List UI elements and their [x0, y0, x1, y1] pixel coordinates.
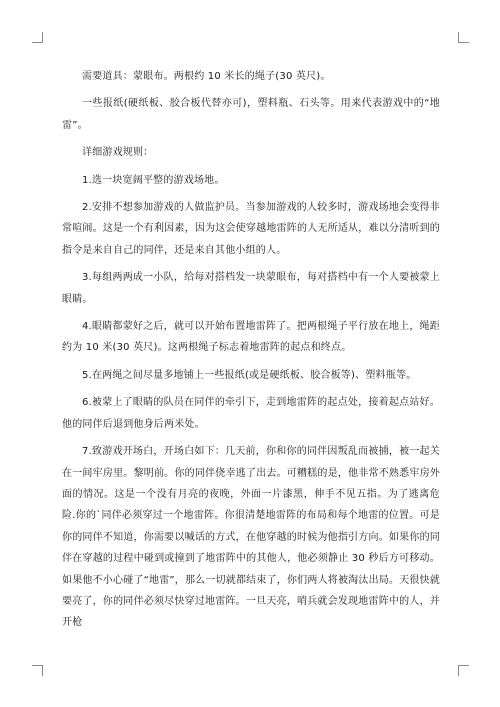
paragraph-rule-7: 7.致游戏开场白，开场白如下：几天前，你和你的同伴因叛乱而被捕，被一起关在一间牢房里。黎明前。你的同伴侥幸逃了出去。可糟糕的是，他非常不熟悉牢房外面的情况。这是一个没有月亮的夜晚，外面一片漆黑，伸手不见五指。为了逃离危险.你的`同伴必须穿过一个地雷阵。你很清楚地雷阵的布局和每个地雷的位置。可是你的同伴不知道，你需要以喊话的方式，在他穿越的时候为他指引方向。如果你的同伴在穿越的过程中碰到或撞到了地雷阵中的其他人，他必须静止 30 秒后方可移动。如果他不小心碰了“地雷”，那么一切就都结束了，你们两人将被淘汰出局。天很快就要亮了，你的同伴必须尽快穿过地雷阵。一旦天亮，哨兵就会发现地雷阵中的人，并开枪	[62, 446, 440, 629]
paragraph-rule-2: 2.安排不想参加游戏的人做监护员。当参加游戏的人较多时，游戏场地会变得非常喧闹。这是一个有利因素，因为这会使穿越地雷阵的人无所适从，难以分清听到的指令是来自自己的同伴，还是来自其他小组的人。	[62, 202, 440, 256]
crop-mark-top-right	[458, 32, 469, 43]
crop-mark-bottom-right	[458, 665, 469, 676]
paragraph-rule-3: 3.每组两两成一小队，给每对搭档发一块蒙眼布，每对搭档中有一个人要被蒙上眼睛。	[62, 272, 440, 305]
document-body	[62, 66, 440, 640]
paragraph-rule-6: 6.被蒙上了眼睛的队员在同伴的牵引下，走到地雷阵的起点处，接着起点站好。他的同伴后退到他身后两米处。	[62, 397, 440, 430]
crop-mark-bottom-left	[32, 665, 43, 676]
paragraph-rule-1: 1.选一块宽阔平整的游戏场地。	[82, 174, 225, 186]
paragraph-rule-5: 5.在两绳之间尽量多地铺上一些报纸(或是硬纸板、胶合板等)、塑料瓶等。	[82, 369, 417, 381]
paragraph-props-needed: 需要道具：蒙眼布。两根约 10 米长的绳子(30 英尺)。	[82, 71, 331, 82]
crop-mark-top-left	[32, 32, 43, 43]
paragraph-props-mines: 一些报纸(硬纸板、胶合板代替亦可)，塑料瓶、石头等。用来代表游戏中的“地雷”。	[62, 98, 440, 131]
paragraph-rule-4: 4.眼睛都蒙好之后，就可以开始布置地雷阵了。把两根绳子平行放在地上，绳距约为 10 米(30 英尺)。这两根绳子标志着地雷阵的起点和终点。	[62, 321, 440, 354]
paragraph-rules-heading: 详细游戏规则：	[82, 147, 154, 159]
